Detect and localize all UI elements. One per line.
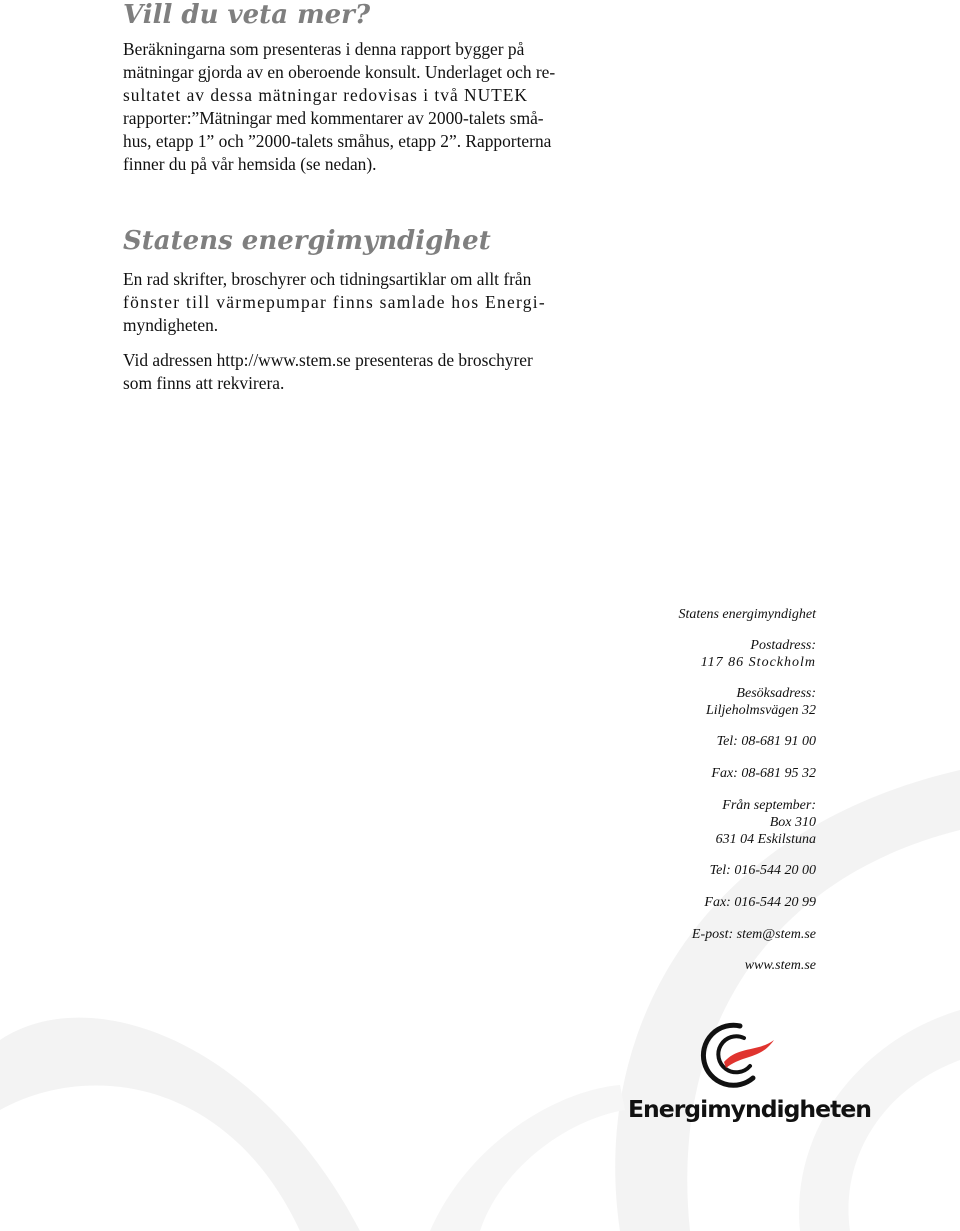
website-paragraph	[123, 349, 559, 395]
fax-eskilstuna: Fax: 016-544 20 99	[704, 895, 816, 910]
publications-paragraph	[123, 268, 559, 337]
section-heading-statens-energimyndighet: Statens energimyndighet	[123, 226, 491, 256]
tel-stockholm: Tel: 08-681 91 00	[716, 734, 816, 749]
text-line: Beräkningarna som presenteras i denna rapport bygger på	[123, 39, 525, 59]
text-line: rapporter:”Mätningar med kommentarer av 2000-talets små-	[123, 108, 544, 128]
text-line: Vid adressen http://www.stem.se presenteras de broschyrer	[123, 350, 533, 370]
visit-value: Liljeholmsvägen 32	[705, 703, 816, 718]
text-line: En rad skrifter, broschyrer och tidningsartiklar om allt från	[123, 269, 532, 289]
text-line: finner du på vår hemsida (se nedan).	[123, 154, 377, 174]
postal-label: Postadress:	[750, 638, 816, 653]
from-september-label: Från september:	[722, 798, 816, 813]
text-line: myndigheten.	[123, 315, 219, 335]
box-address: Box 310	[769, 815, 816, 830]
text-line: mätningar gjorda av en oberoende konsult. Underlaget och re-	[123, 62, 556, 82]
logo-symbol-icon	[628, 1016, 858, 1094]
org-name: Statens energimyndighet	[678, 607, 816, 622]
fax-stockholm: Fax: 08-681 95 32	[711, 766, 816, 781]
logo-wordmark: Energimyndigheten	[628, 1095, 871, 1123]
energimyndigheten-logo	[628, 1016, 871, 1134]
visit-label: Besöksadress:	[736, 686, 816, 701]
text-line: sultatet av dessa mätningar redovisas i två NUTEK	[123, 85, 528, 105]
text-line: hus, etapp 1” och ”2000-talets småhus, etapp 2”. Rapporterna	[123, 131, 552, 151]
text-line: som finns att rekvirera.	[123, 373, 285, 393]
section-heading-vill-du-veta-mer: Vill du veta mer?	[123, 0, 371, 30]
postal-value: 117 86 Stockholm	[700, 655, 816, 670]
contact-address-block	[496, 606, 816, 974]
text-line: fönster till värmepumpar finns samlade hos Energi-	[123, 292, 547, 312]
website-url: www.stem.se	[744, 958, 816, 973]
intro-paragraph	[123, 38, 559, 176]
city-eskilstuna: 631 04 Eskilstuna	[715, 832, 816, 847]
tel-eskilstuna: Tel: 016-544 20 00	[709, 863, 816, 878]
email-address: E-post: stem@stem.se	[691, 927, 816, 942]
